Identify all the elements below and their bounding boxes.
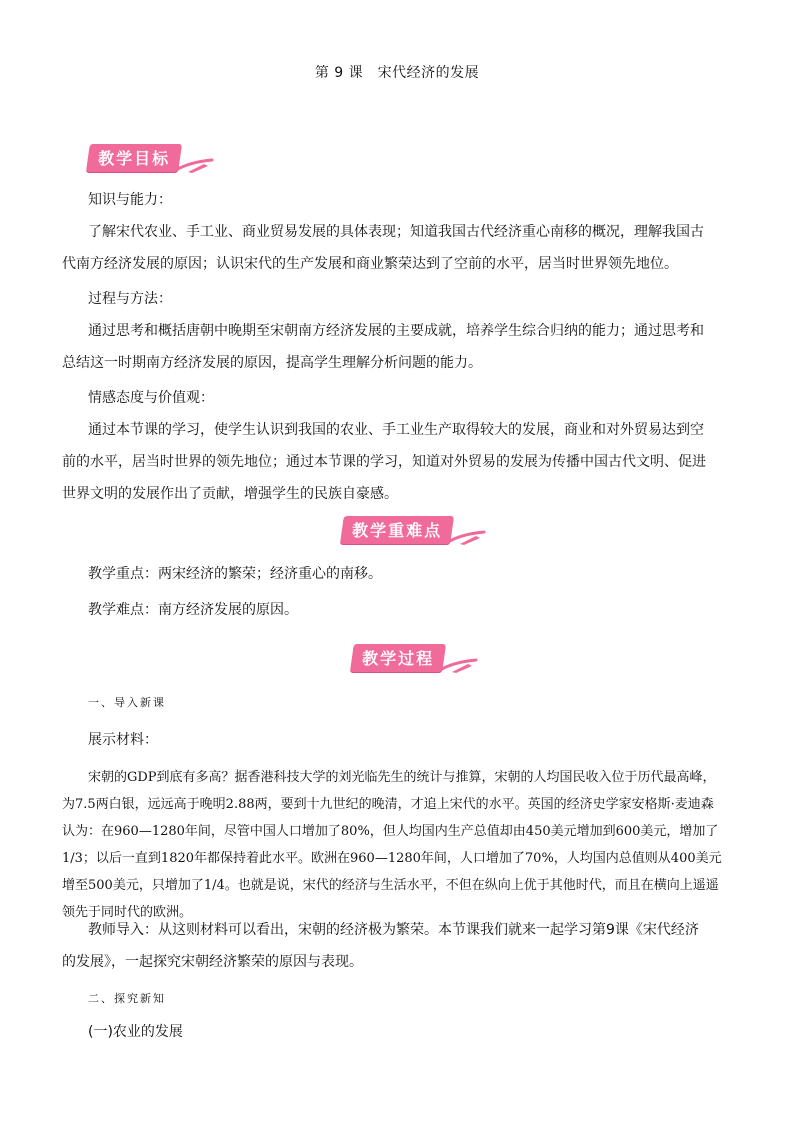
process-banner-label: 教学过程 bbox=[362, 649, 435, 668]
key-points-banner-badge bbox=[340, 516, 454, 544]
section-heading-intro: 一、导入新课 bbox=[88, 696, 166, 709]
pen-swoosh-icon bbox=[438, 656, 478, 674]
objectives-banner-label: 教学目标 bbox=[98, 149, 171, 168]
objectives-banner-badge bbox=[86, 144, 182, 172]
key-points-banner bbox=[342, 512, 486, 544]
process-banner bbox=[352, 640, 478, 672]
knowledge-heading: 知识与能力： bbox=[88, 192, 172, 208]
process-method-heading: 过程与方法： bbox=[88, 291, 172, 307]
section-heading-explore: 二、探究新知 bbox=[88, 992, 166, 1005]
process-method-text: 通过思考和概括唐朝中晚期至宋朝南方经济发展的主要成就，培养学生综合归纳的能力；通过思考和总结这一时期南方经济发展的原因，提高学生理解分析问题的能力。 bbox=[62, 323, 704, 371]
key-points-banner-label: 教学重难点 bbox=[352, 521, 443, 540]
key-point-text: 教学重点：两宋经济的繁荣；经济重心的南移。 bbox=[88, 566, 382, 582]
quoted-material: 宋朝的GDP到底有多高？据香港科技大学的刘光临先生的统计与推算，宋朝的人均国民收入位于历代最高峰，为7.5两白银，远远高于晚明2.88两，要到十九世纪的晚清，才追上宋代的水平。英国的经济史学家安格斯·麦迪森认为：在960—1280年间，尽管中国人口增加了80%，但人均国内生产总值却由450美元增加到600美元，增加了1/3；以后一直到1820年都保持着此水平。欧洲在960—1280年间，人口增加了70%，人均国内总值则从400美元增至500美元，只增加了1/4。也就是说，宋代的经济与生活水平，不但在纵向上优于其他时代，而且在横向上遥遥领先于同时代的欧洲。 bbox=[62, 770, 722, 920]
objectives-banner bbox=[88, 140, 214, 172]
knowledge-text: 了解宋代农业、手工业、商业贸易发展的具体表现；知道我国古代经济重心南移的概况，理解我国古代南方经济发展的原因；认识宋代的生产发展和商业繁荣达到了空前的水平，居当时世界领先地位。 bbox=[62, 224, 704, 272]
process-banner-badge bbox=[350, 644, 446, 672]
subsection-agriculture: (一)农业的发展 bbox=[88, 1024, 183, 1040]
pen-swoosh-icon bbox=[174, 156, 214, 174]
show-material-label: 展示材料： bbox=[88, 732, 158, 748]
difficult-point-text: 教学难点：南方经济发展的原因。 bbox=[88, 602, 298, 618]
lesson-title: 第 9 课 宋代经济的发展 bbox=[314, 65, 480, 81]
teacher-intro-text: 教师导入：从这则材料可以看出，宋朝的经济极为繁荣。本节课我们就来一起学习第9课《宋代经济的发展》，一起探究宋朝经济繁荣的原因与表现。 bbox=[62, 922, 699, 970]
attitude-heading: 情感态度与价值观： bbox=[88, 390, 214, 406]
pen-swoosh-icon bbox=[446, 528, 486, 546]
attitude-text: 通过本节课的学习，使学生认识到我国的农业、手工业生产取得较大的发展，商业和对外贸易达到空前的水平，居当时世界的领先地位；通过本节课的学习，知道对外贸易的发展为传播中国古代文明、促进世界文明的发展作出了贡献，增强学生的民族自豪感。 bbox=[62, 422, 706, 502]
